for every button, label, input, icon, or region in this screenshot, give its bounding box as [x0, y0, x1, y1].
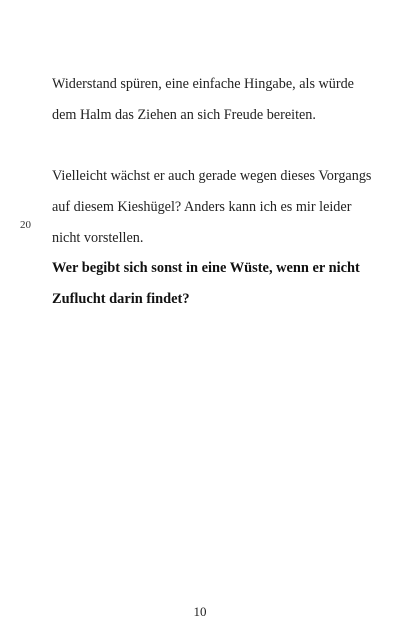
paragraph-2-line-1: Vielleicht wächst er auch gerade wegen dieses Vorgangs: [52, 168, 372, 184]
paragraph-2-line-2: auf diesem Kieshügel? Anders kann ich es mir leider: [52, 199, 352, 215]
paragraph-1-line-2: dem Halm das Ziehen an sich Freude bereiten.: [52, 107, 316, 123]
paragraph-3-bold-question: [52, 253, 360, 315]
paragraph-2-line-3: nicht vorstellen.: [52, 230, 144, 246]
paragraph-1: [52, 69, 354, 131]
paragraph-1-line-1: Widerstand spüren, eine einfache Hingabe, als würde: [52, 76, 354, 92]
paragraph-3-line-2: Zuflucht darin findet?: [52, 291, 190, 307]
line-number: 20: [20, 219, 31, 231]
paragraph-3-line-1: Wer begibt sich sonst in eine Wüste, wenn er nicht: [52, 260, 360, 276]
page-number: 10: [193, 604, 207, 619]
paragraph-2: [52, 161, 372, 254]
